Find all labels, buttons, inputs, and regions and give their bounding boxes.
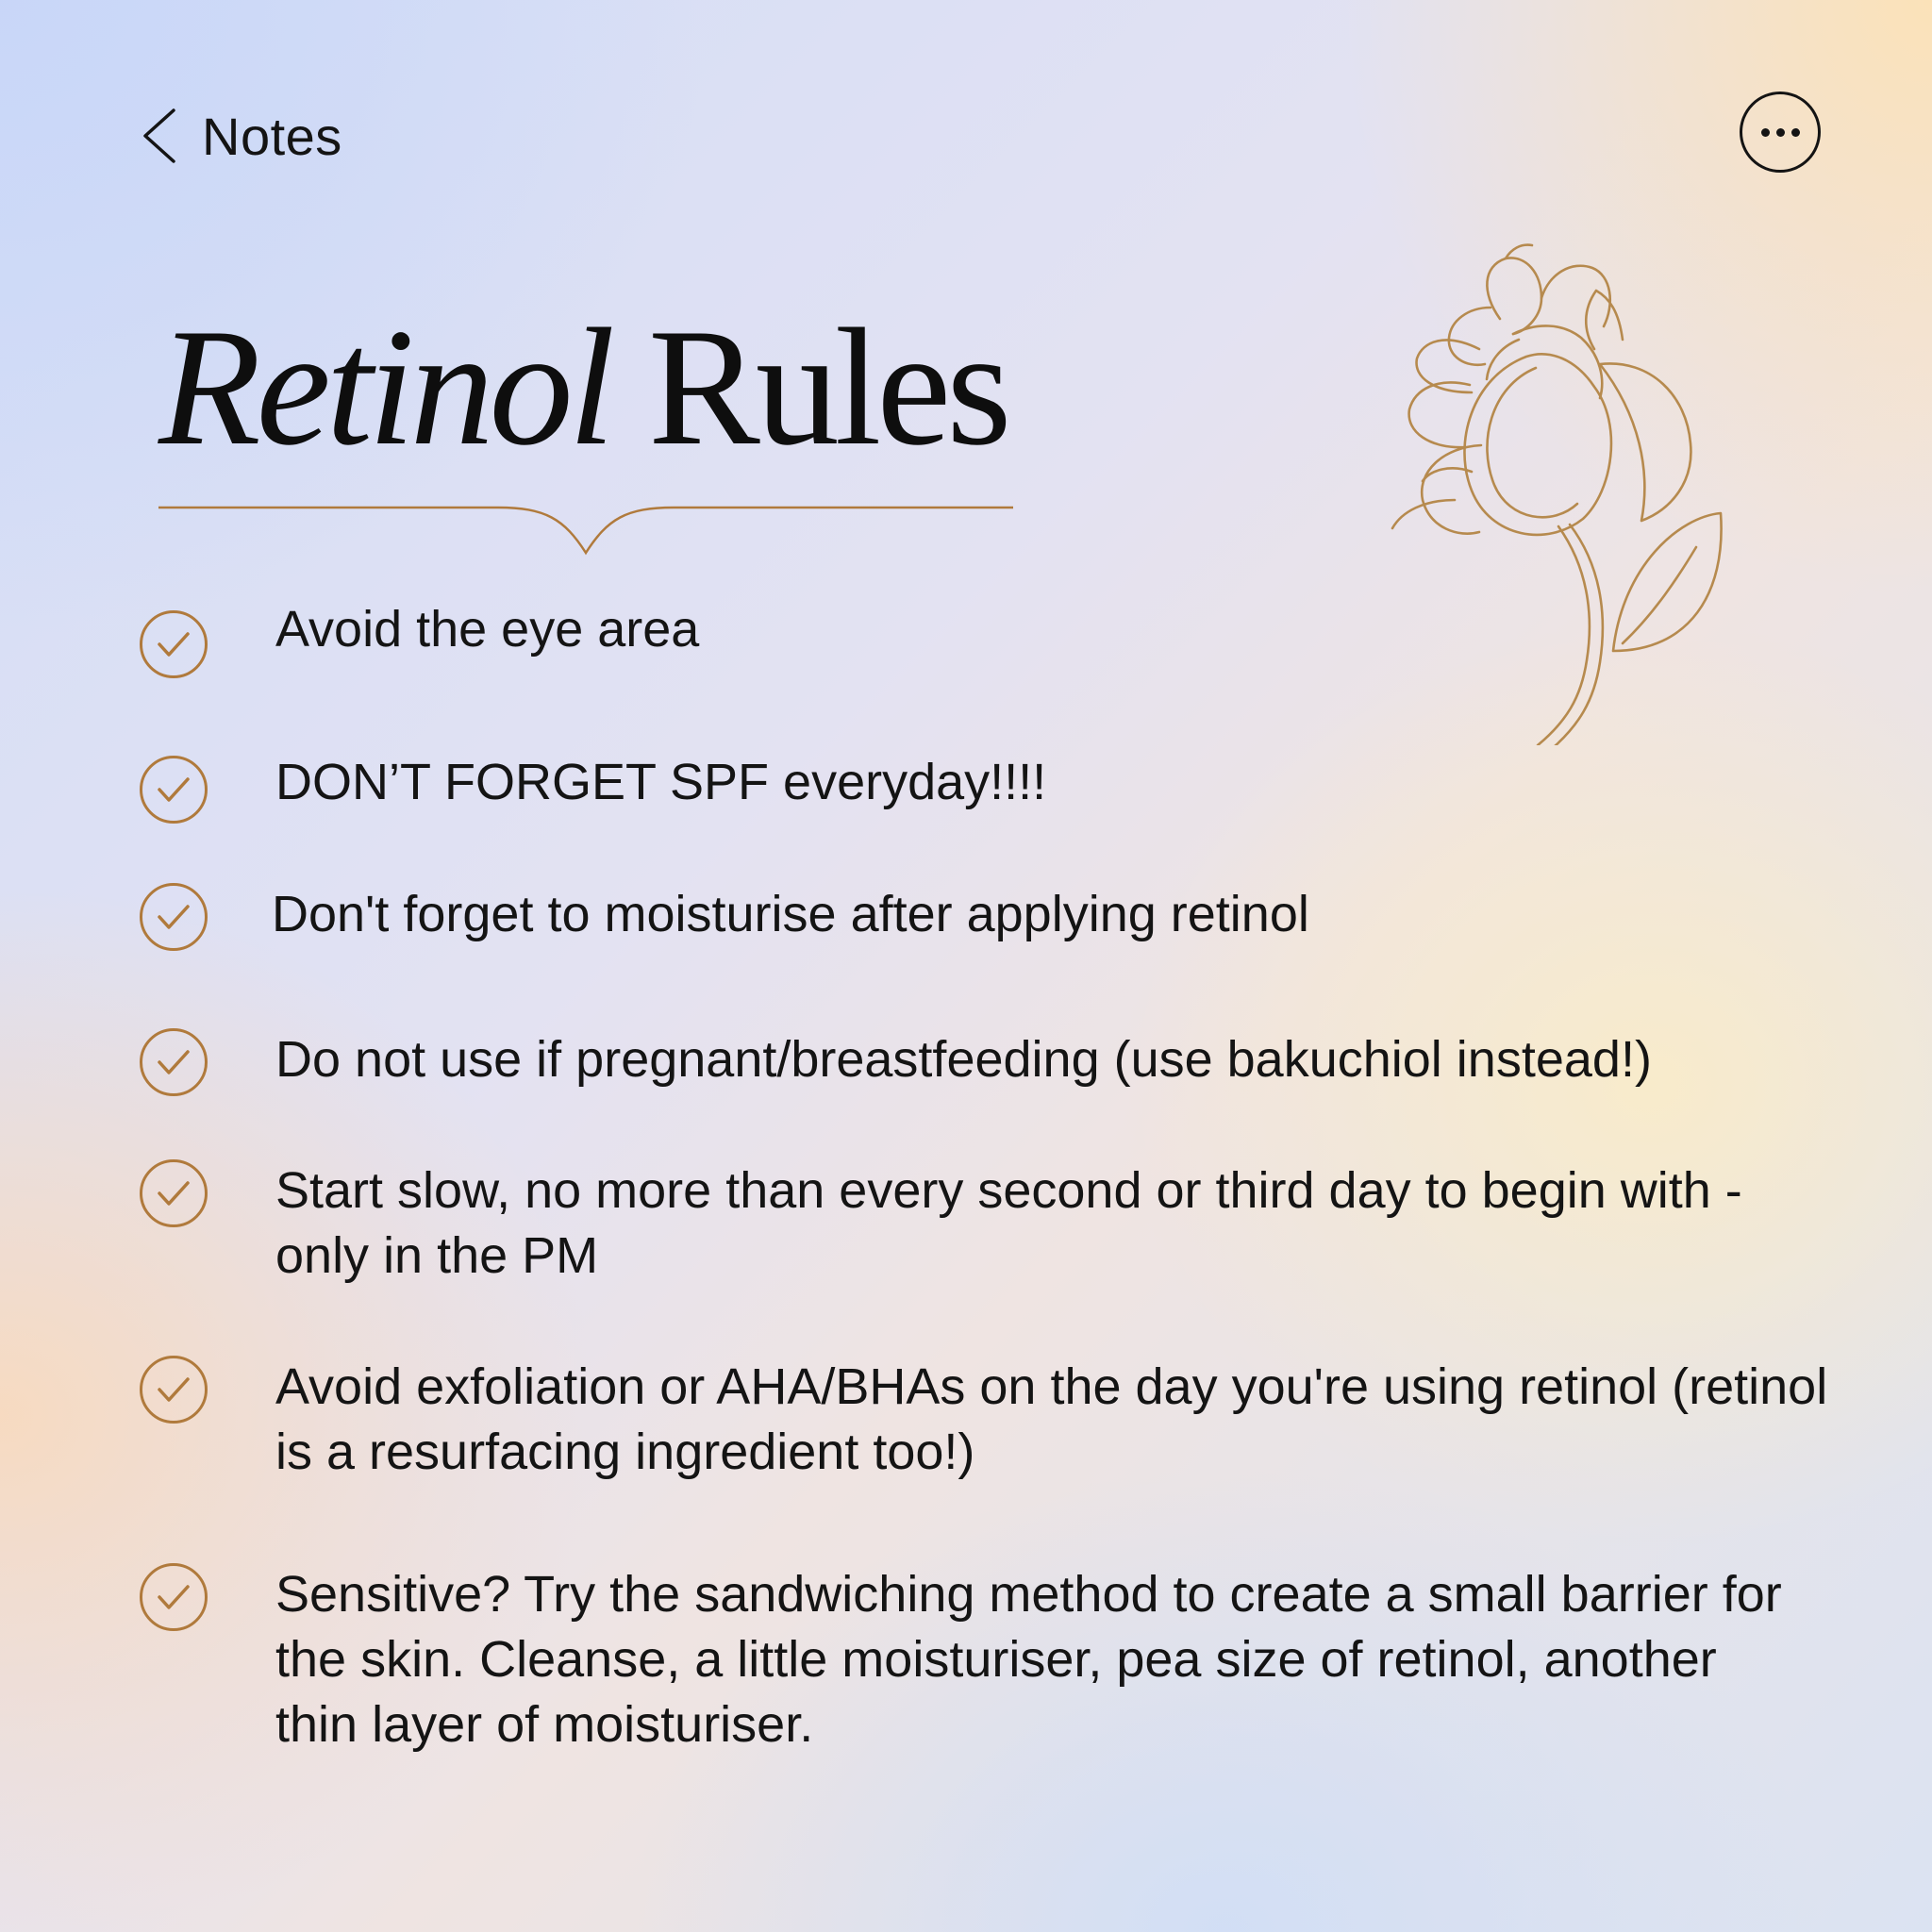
back-label: Notes bbox=[202, 106, 342, 166]
rule-text: Sensitive? Try the sandwiching method to create a small barrier for the skin. Cleanse, a little moisturiser, pea size of retinol, another thin layer of moisturiser. bbox=[275, 1566, 1782, 1753]
page-title-regular: Rules bbox=[648, 293, 1008, 480]
check-circle-icon[interactable] bbox=[139, 882, 208, 952]
rule-text: Don't forget to moisturise after applying retinol bbox=[272, 886, 1309, 942]
rule-text: Avoid the eye area bbox=[275, 601, 700, 658]
check-circle-icon[interactable] bbox=[139, 609, 208, 679]
check-circle-icon[interactable] bbox=[139, 1355, 208, 1424]
more-options-button[interactable] bbox=[1740, 92, 1821, 173]
more-options-dot bbox=[1776, 128, 1785, 137]
check-circle-icon[interactable] bbox=[139, 755, 208, 824]
check-circle-icon[interactable] bbox=[139, 1562, 208, 1632]
flower-line-art-icon bbox=[1340, 217, 1736, 745]
page-title bbox=[158, 292, 1008, 481]
check-circle-icon[interactable] bbox=[139, 1027, 208, 1097]
check-circle-icon[interactable] bbox=[139, 1158, 208, 1228]
chevron-left-icon bbox=[140, 107, 179, 165]
rule-text: DON’T FORGET SPF everyday!!!! bbox=[275, 754, 1047, 810]
title-divider-ornament bbox=[158, 498, 1013, 558]
more-options-dot bbox=[1791, 128, 1800, 137]
page-title-italic: Retinol bbox=[158, 293, 611, 480]
rule-text: Do not use if pregnant/breastfeeding (use bakuchiol instead!) bbox=[275, 1031, 1652, 1088]
more-options-icon bbox=[1761, 128, 1770, 137]
back-to-notes-button[interactable] bbox=[140, 102, 342, 170]
rule-text: Start slow, no more than every second or third day to begin with - only in the PM bbox=[275, 1162, 1742, 1284]
rule-text: Avoid exfoliation or AHA/BHAs on the day you're using retinol (retinol is a resurfacing ingredient too!) bbox=[275, 1358, 1828, 1480]
